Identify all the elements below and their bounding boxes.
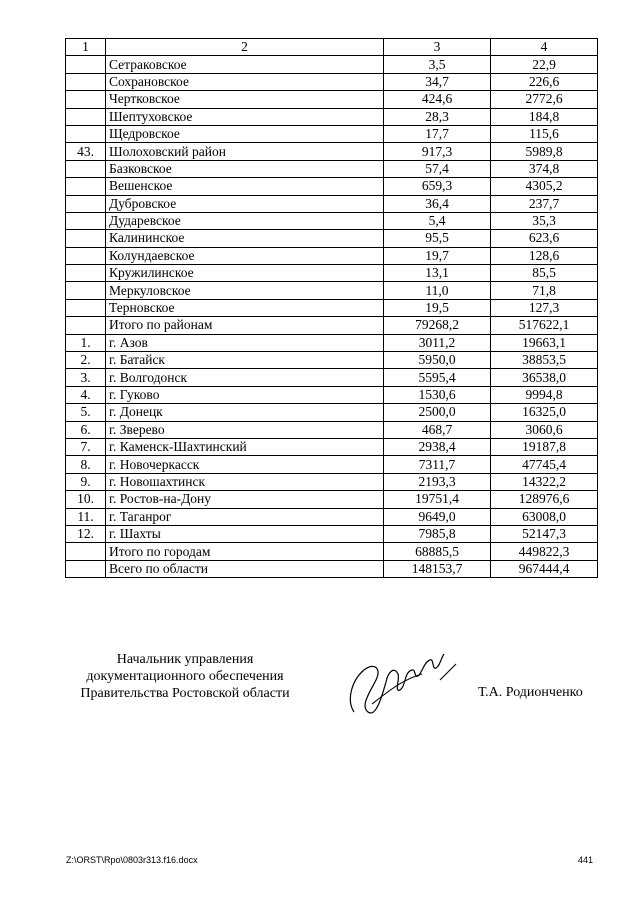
- row-value-col3: 3011,2: [384, 334, 491, 351]
- row-name: г. Новочеркасск: [106, 456, 384, 473]
- table-row: [66, 317, 598, 334]
- row-number: [66, 108, 106, 125]
- position-line-2: документационного обеспечения: [86, 669, 284, 684]
- page-number: 441: [578, 855, 594, 865]
- table-row: [66, 73, 598, 90]
- position-line-1: Начальник управления: [116, 652, 254, 667]
- table-body: [66, 56, 598, 578]
- row-value-col3: 79268,2: [384, 317, 491, 334]
- table-row: [66, 143, 598, 160]
- table-row: [66, 491, 598, 508]
- table-row: [66, 456, 598, 473]
- row-name: Калининское: [106, 230, 384, 247]
- row-name: г. Ростов-на-Дону: [106, 491, 384, 508]
- row-value-col3: 917,3: [384, 143, 491, 160]
- row-number: [66, 299, 106, 316]
- table-row: [66, 125, 598, 142]
- row-name: Сетраковское: [106, 56, 384, 73]
- row-value-col4: 449822,3: [491, 543, 598, 560]
- row-number: [66, 212, 106, 229]
- row-value-col3: 19,5: [384, 299, 491, 316]
- row-name: г. Гуково: [106, 386, 384, 403]
- row-number: 2.: [66, 352, 106, 369]
- row-value-col4: 38853,5: [491, 352, 598, 369]
- row-value-col4: 115,6: [491, 125, 598, 142]
- row-number: [66, 56, 106, 73]
- table-row: [66, 56, 598, 73]
- row-number: [66, 178, 106, 195]
- row-value-col3: 36,4: [384, 195, 491, 212]
- row-name: Итого по районам: [106, 317, 384, 334]
- row-value-col3: 148153,7: [384, 560, 491, 577]
- row-name: Шолоховский район: [106, 143, 384, 160]
- row-value-col3: 3,5: [384, 56, 491, 73]
- row-name: г. Батайск: [106, 352, 384, 369]
- header-col-1: 1: [66, 39, 106, 56]
- header-col-4: 4: [491, 39, 598, 56]
- row-number: 12.: [66, 525, 106, 542]
- table-row: [66, 473, 598, 490]
- position-line-3: Правительства Ростовской области: [80, 686, 290, 701]
- row-number: 5.: [66, 404, 106, 421]
- row-name: г. Таганрог: [106, 508, 384, 525]
- row-value-col4: 237,7: [491, 195, 598, 212]
- row-value-col3: 5,4: [384, 212, 491, 229]
- table-row: [66, 91, 598, 108]
- row-number: [66, 282, 106, 299]
- table-row: [66, 508, 598, 525]
- row-value-col4: 52147,3: [491, 525, 598, 542]
- row-value-col3: 5595,4: [384, 369, 491, 386]
- row-name: г. Шахты: [106, 525, 384, 542]
- row-value-col3: 68885,5: [384, 543, 491, 560]
- row-number: [66, 160, 106, 177]
- row-name: г. Азов: [106, 334, 384, 351]
- table-row: [66, 386, 598, 403]
- table-row: [66, 421, 598, 438]
- row-number: 6.: [66, 421, 106, 438]
- row-name: Терновское: [106, 299, 384, 316]
- row-number: [66, 91, 106, 108]
- row-name: Дубровское: [106, 195, 384, 212]
- table-row: [66, 369, 598, 386]
- row-number: [66, 265, 106, 282]
- handwritten-signature: [342, 640, 462, 725]
- row-value-col4: 16325,0: [491, 404, 598, 421]
- row-value-col4: 127,3: [491, 299, 598, 316]
- table-row: [66, 334, 598, 351]
- table-row: [66, 525, 598, 542]
- table-row: [66, 212, 598, 229]
- table-row: [66, 160, 598, 177]
- row-number: [66, 560, 106, 577]
- row-value-col3: 13,1: [384, 265, 491, 282]
- table-row: [66, 404, 598, 421]
- row-value-col4: 2772,6: [491, 91, 598, 108]
- table-row: [66, 282, 598, 299]
- table-row: [66, 108, 598, 125]
- row-value-col4: 517622,1: [491, 317, 598, 334]
- row-name: Всего по области: [106, 560, 384, 577]
- row-value-col4: 226,6: [491, 73, 598, 90]
- row-value-col3: 2938,4: [384, 438, 491, 455]
- row-name: Чертковское: [106, 91, 384, 108]
- row-number: [66, 317, 106, 334]
- row-value-col3: 7311,7: [384, 456, 491, 473]
- row-value-col4: 184,8: [491, 108, 598, 125]
- row-number: 7.: [66, 438, 106, 455]
- row-value-col4: 35,3: [491, 212, 598, 229]
- row-value-col3: 28,3: [384, 108, 491, 125]
- row-value-col4: 63008,0: [491, 508, 598, 525]
- row-value-col4: 9994,8: [491, 386, 598, 403]
- row-value-col4: 623,6: [491, 230, 598, 247]
- row-value-col3: 2193,3: [384, 473, 491, 490]
- row-value-col4: 4305,2: [491, 178, 598, 195]
- row-name: г. Волгодонск: [106, 369, 384, 386]
- table-row: [66, 543, 598, 560]
- row-number: 3.: [66, 369, 106, 386]
- row-number: [66, 543, 106, 560]
- row-value-col4: 128,6: [491, 247, 598, 264]
- row-value-col3: 659,3: [384, 178, 491, 195]
- header-col-2: 2: [106, 39, 384, 56]
- table-row: [66, 352, 598, 369]
- signature-title-block: [60, 651, 310, 702]
- row-value-col3: 57,4: [384, 160, 491, 177]
- row-value-col4: 36538,0: [491, 369, 598, 386]
- row-number: 8.: [66, 456, 106, 473]
- row-number: 10.: [66, 491, 106, 508]
- row-number: 9.: [66, 473, 106, 490]
- row-value-col3: 7985,8: [384, 525, 491, 542]
- row-value-col4: 3060,6: [491, 421, 598, 438]
- row-value-col4: 19663,1: [491, 334, 598, 351]
- header-col-3: 3: [384, 39, 491, 56]
- row-name: Сохрановское: [106, 73, 384, 90]
- table-row: [66, 178, 598, 195]
- row-value-col3: 2500,0: [384, 404, 491, 421]
- row-name: Шептуховское: [106, 108, 384, 125]
- row-value-col3: 468,7: [384, 421, 491, 438]
- signer-name: Т.А. Родионченко: [478, 685, 583, 700]
- row-value-col4: 85,5: [491, 265, 598, 282]
- row-number: 43.: [66, 143, 106, 160]
- row-value-col4: 71,8: [491, 282, 598, 299]
- row-value-col3: 424,6: [384, 91, 491, 108]
- row-number: [66, 73, 106, 90]
- row-value-col4: 19187,8: [491, 438, 598, 455]
- table-header-row: [66, 39, 598, 56]
- row-value-col4: 47745,4: [491, 456, 598, 473]
- row-value-col4: 374,8: [491, 160, 598, 177]
- row-number: 4.: [66, 386, 106, 403]
- table-row: [66, 247, 598, 264]
- row-value-col3: 34,7: [384, 73, 491, 90]
- footer-file-path: Z:\ORST\Rpo\0803r313.f16.docx: [66, 855, 198, 865]
- row-name: Колундаевское: [106, 247, 384, 264]
- row-name: г. Зверево: [106, 421, 384, 438]
- row-number: 1.: [66, 334, 106, 351]
- row-value-col4: 22,9: [491, 56, 598, 73]
- row-value-col3: 9649,0: [384, 508, 491, 525]
- row-value-col4: 967444,4: [491, 560, 598, 577]
- row-name: Базковское: [106, 160, 384, 177]
- table-row: [66, 230, 598, 247]
- row-value-col4: 14322,2: [491, 473, 598, 490]
- row-value-col3: 19,7: [384, 247, 491, 264]
- row-name: г. Новошахтинск: [106, 473, 384, 490]
- row-number: [66, 195, 106, 212]
- row-name: Кружилинское: [106, 265, 384, 282]
- row-value-col3: 11,0: [384, 282, 491, 299]
- row-value-col3: 95,5: [384, 230, 491, 247]
- row-name: г. Донецк: [106, 404, 384, 421]
- table-row: [66, 195, 598, 212]
- row-value-col3: 5950,0: [384, 352, 491, 369]
- row-name: Итого по городам: [106, 543, 384, 560]
- row-name: Щедровское: [106, 125, 384, 142]
- row-number: [66, 125, 106, 142]
- row-value-col4: 5989,8: [491, 143, 598, 160]
- table-row: [66, 299, 598, 316]
- table-row: [66, 560, 598, 577]
- row-name: Дударевское: [106, 212, 384, 229]
- allocation-table: [65, 38, 598, 578]
- row-value-col3: 17,7: [384, 125, 491, 142]
- table-row: [66, 438, 598, 455]
- row-number: [66, 247, 106, 264]
- row-name: Меркуловское: [106, 282, 384, 299]
- row-value-col4: 128976,6: [491, 491, 598, 508]
- row-number: 11.: [66, 508, 106, 525]
- row-value-col3: 19751,4: [384, 491, 491, 508]
- row-number: [66, 230, 106, 247]
- table-row: [66, 265, 598, 282]
- row-name: Вешенское: [106, 178, 384, 195]
- row-value-col3: 1530,6: [384, 386, 491, 403]
- row-name: г. Каменск-Шахтинский: [106, 438, 384, 455]
